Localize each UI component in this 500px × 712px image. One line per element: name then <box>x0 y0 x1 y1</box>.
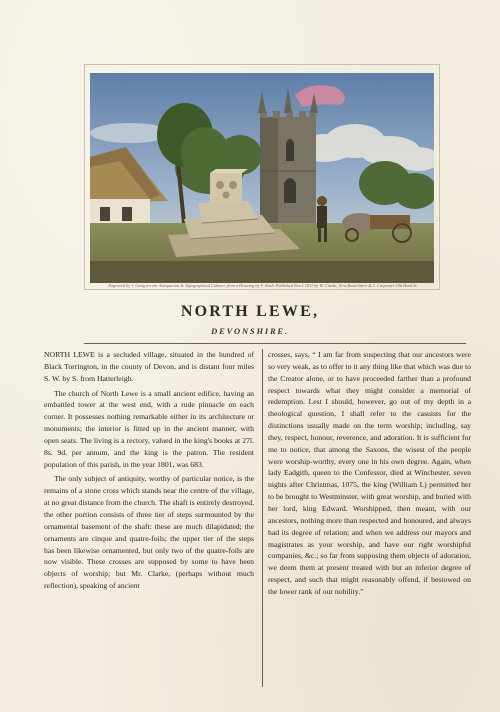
paragraph: The only subject of antiquity, worthy of particular notice, is the remains of a stone cross which stands near the centre of the village, at no great distance from the church. The shaft is entirely destroyed, the other portion consists of three tier of steps surmounted by the ornamental basement of the shaft: these are much dilapidated; the ornaments are cinque and quatre-foils; the upper tier of the steps has been likewise ornamented, but only two of the quatre-foils are now visible. These crosses are supposed by some to have been objects of worship; but Mr. Clarke, (perhaps without much reflection), speaking of ancient <box>44 474 254 591</box>
engraving-illustration <box>90 73 434 283</box>
page-title: NORTH LEWE, <box>180 303 320 320</box>
paragraph: NORTH LEWE is a secluded village, situated in the hundred of Black Torrington, in the county of Devon, and is distant four miles S. W. by S. from Hatterleigh. <box>44 350 254 383</box>
plate-caption: Engraved by J. Greig for the Antiquarian & Topographical Cabinet, from a Drawing by F. Nash. Published Nov.1 1811 by W. Clarke, New Bond Street & J. Carpenter Old Bond St. <box>108 283 418 288</box>
paragraph: The church of North Lewe is a small ancient edifice, having an embattled tower at the west end, with a rude pinnacle on each corner. It possesses nothing remarkable either in its architecture or monuments; the interior is fitted up in the ancient manner, with open seats. The living is a rectory, valued in the king's books at 27l. 8s. 9d. per annum, and the king is the patron. The resident population of this parish, in the year 1801, was 683. <box>44 388 254 469</box>
page-subtitle: DEVONSHIRE. <box>211 326 289 336</box>
left-column <box>44 349 254 592</box>
right-column <box>268 349 471 598</box>
header-rule <box>84 343 466 344</box>
paragraph: crosses, says, “ I am far from suspecting that our ancestors were so very weak, as to offer to it any thing like that which was due to the Creator alone, or to have proceeded farther than a profound respect towards what they might consider a memorial of redemption. Lest I should, however, go out of my depth in a theological question, I shall refer to the casuists for the distinctions usually made on the term worship; including, say they, respect, honour, reverence, and adoration. It is sufficient for me to notice, that among the Saxons, the wisest of the people were worship-worthy, every one in his own degree. Again, when lady Eadgith, queen to the Confessor, died at Winchester, seven nights after Christmas, 1075, the king (William I.) permitted her to be brought to Westminster, with great worship, and buried with her lord, king Edward. Worshipped, then meant, with our ancestors, nothing more than respected and honoured, and always had its degree of relation; and when we address our mayors and magistrates as your worship, and have our right worshipful companies, &c.; so far from supposing them objects of adoration, we deem them at present treated with but an inferior degree of respect, and such that might reasonably offend, if bestowed on the lower rank of our nobility.” <box>268 350 471 596</box>
column-divider <box>262 349 263 687</box>
